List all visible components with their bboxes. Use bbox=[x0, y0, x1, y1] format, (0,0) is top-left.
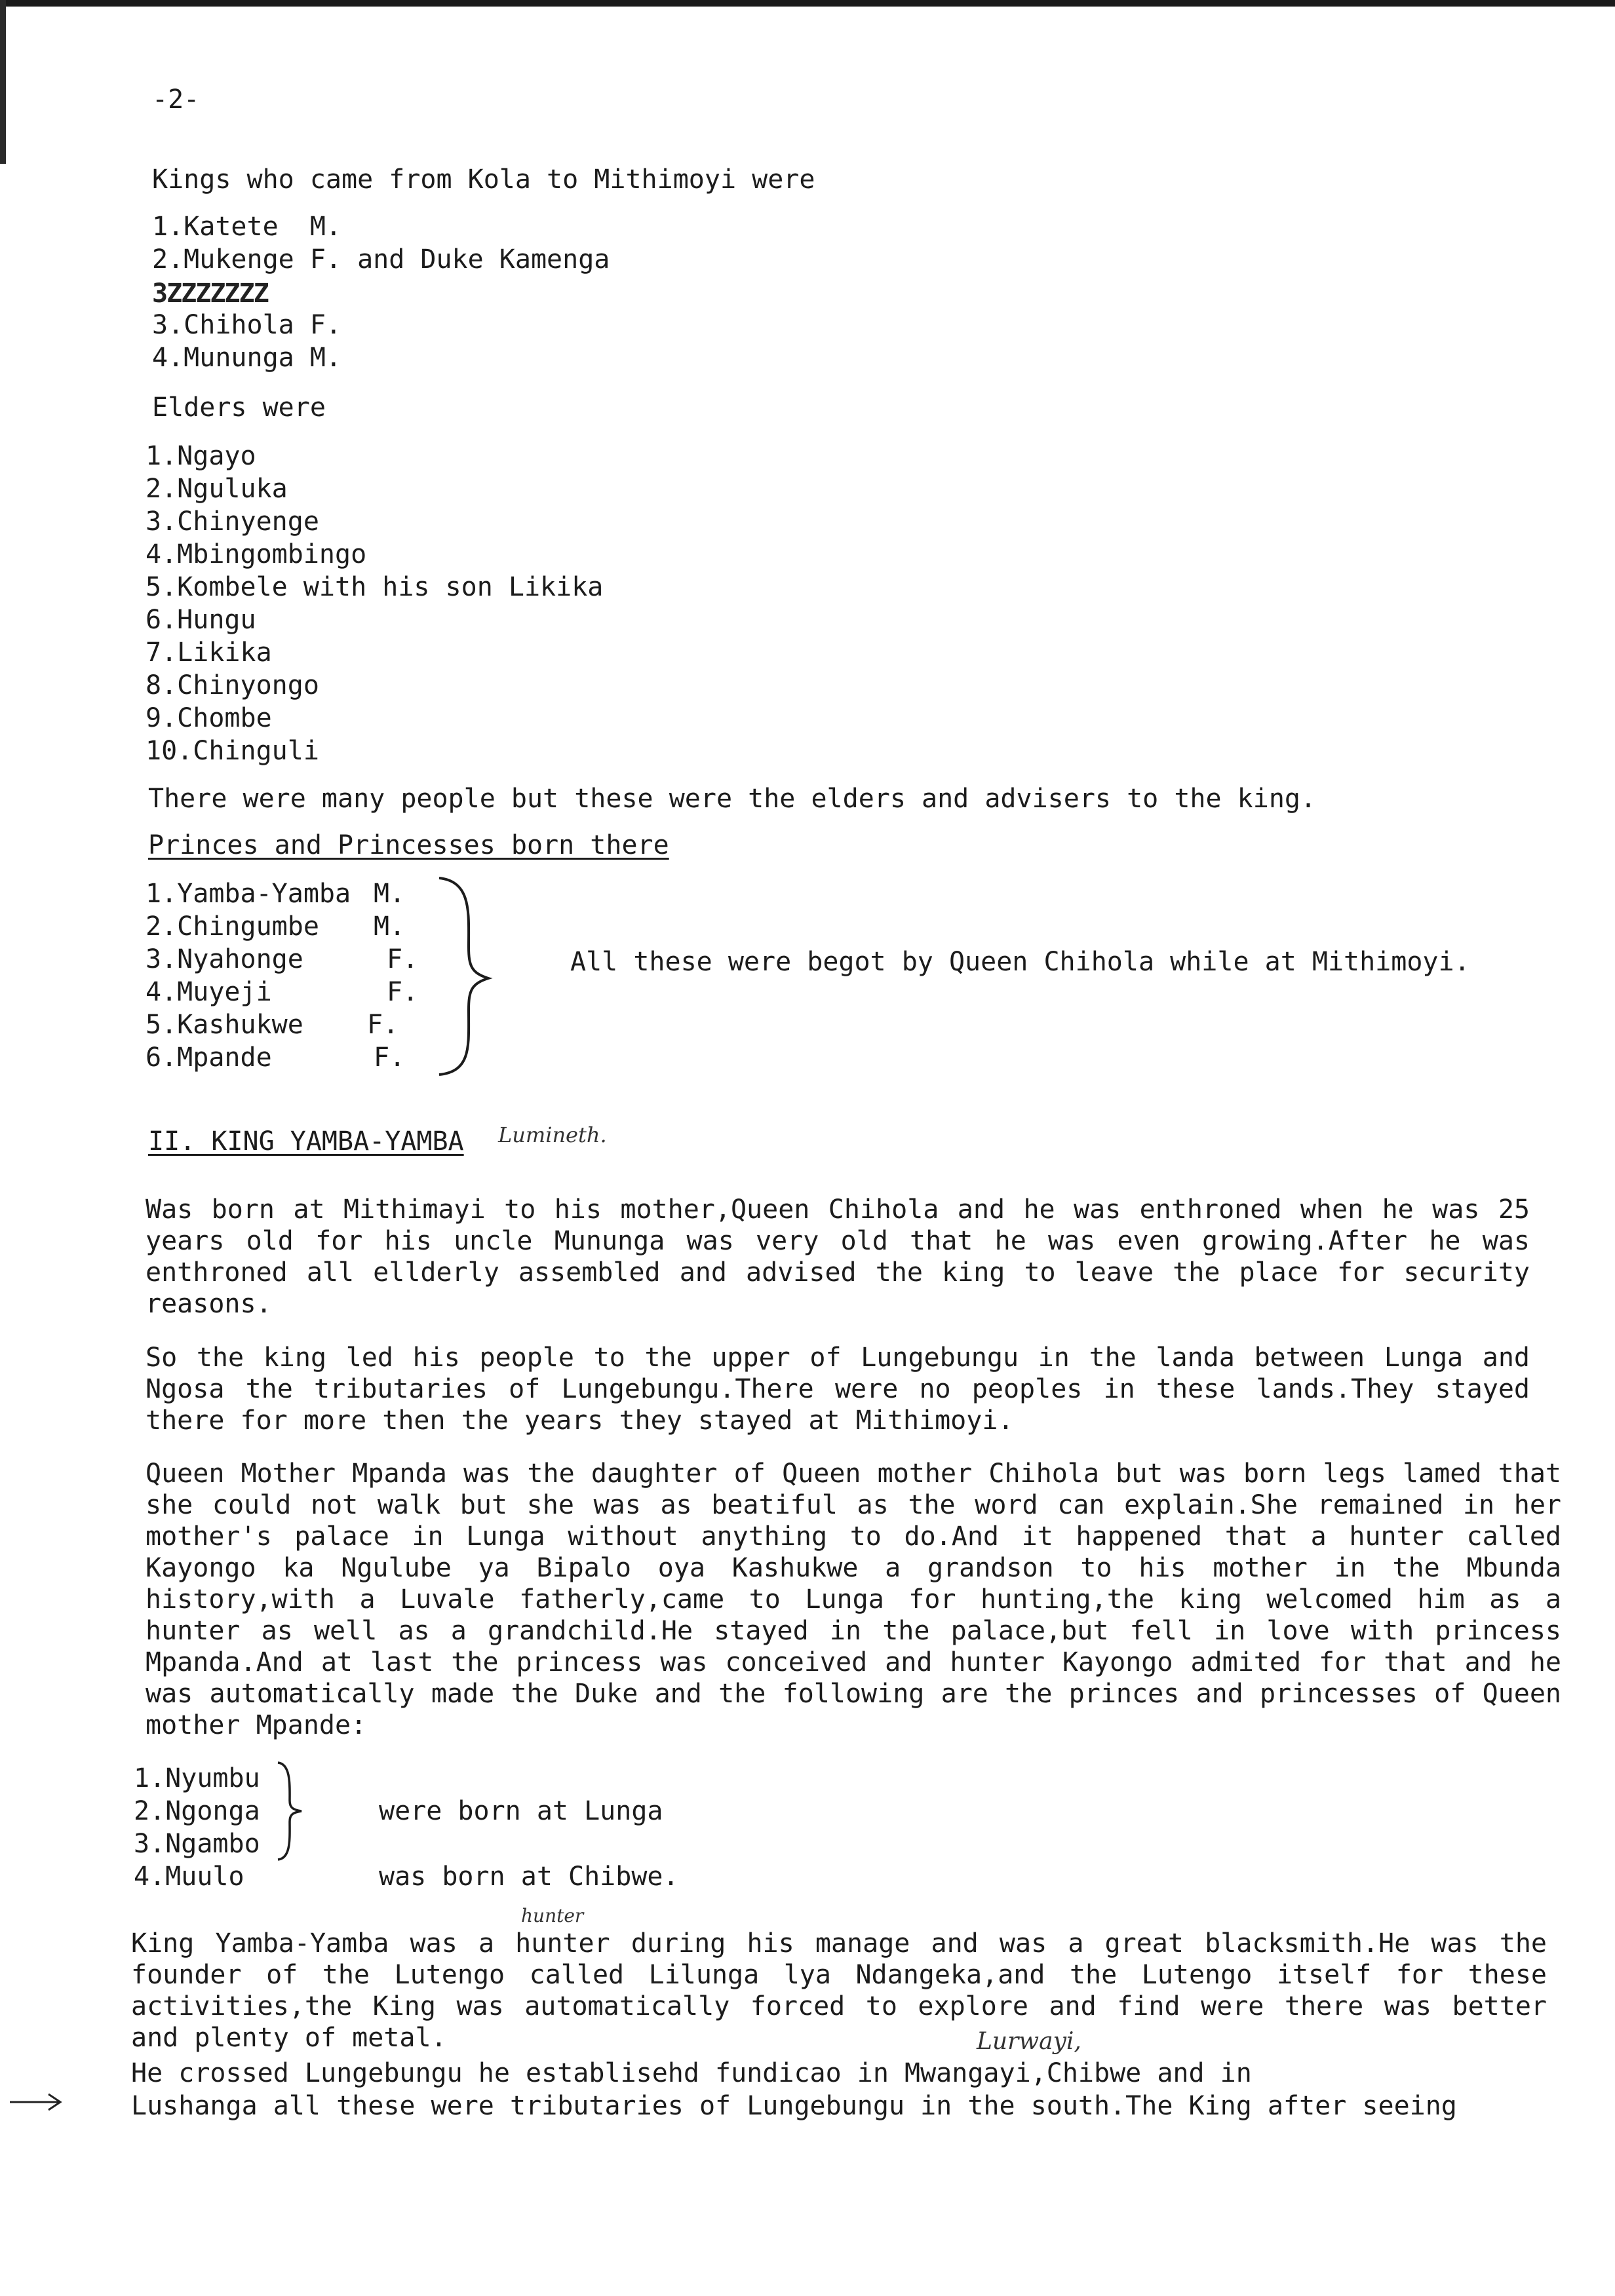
princes-note: All these were begot by Queen Chihola while at Mithimoyi. bbox=[570, 947, 1470, 977]
list-item: 1.Katete M. bbox=[152, 212, 341, 242]
margin-arrow-icon bbox=[7, 2089, 66, 2115]
list-item: 5.Kombele with his son Likika bbox=[146, 572, 604, 602]
list-item: 1.Yamba-Yamba bbox=[146, 879, 351, 909]
list-item: 3.Ngambo bbox=[134, 1829, 260, 1859]
handwritten-annotation: Lumineth. bbox=[498, 1122, 607, 1147]
paragraph-line: He crossed Lungebungu he establisehd fundicao in Mwangayi,Chibwe and in bbox=[131, 2058, 1252, 2088]
list-item: 4.Mununga M. bbox=[152, 343, 341, 373]
paragraph-birth: Was born at Mithimayi to his mother,Queen Chihola and he was enthroned when he was 25 years old for his uncle Mununga was very old that he was even growing.After he was enthroned all ellderly assembled and advised the king to leave the place for security reasons. bbox=[146, 1195, 1530, 1319]
sex-label: F. bbox=[387, 944, 419, 974]
sex-label: F. bbox=[387, 977, 419, 1007]
list-item: 9.Chombe bbox=[146, 703, 272, 733]
list-item: 2.Chingumbe bbox=[146, 911, 319, 942]
list-item: 3.Nyahonge bbox=[146, 944, 303, 974]
list-item: 4.Mbingombingo bbox=[146, 539, 367, 569]
list-item: 8.Chinyongo bbox=[146, 670, 319, 700]
elders-note: There were many people but these were the elders and advisers to the king. bbox=[148, 784, 1317, 814]
list-item: 5.Kashukwe bbox=[146, 1010, 303, 1040]
list-item: 2.Ngonga bbox=[134, 1796, 260, 1826]
sex-label: F. bbox=[374, 1043, 406, 1073]
sex-label: F. bbox=[367, 1010, 399, 1040]
list-item: 7.Likika bbox=[146, 638, 272, 668]
list-item: 3.Chihola F. bbox=[152, 310, 341, 340]
list-item: 6.Mpande bbox=[146, 1043, 272, 1073]
list-item: 4.Muulo bbox=[134, 1862, 244, 1892]
chibwe-note: was born at Chibwe. bbox=[379, 1862, 679, 1892]
list-item: 2.Nguluka bbox=[146, 474, 288, 504]
list-item: 6.Hungu bbox=[146, 605, 256, 635]
struck-out-text: 3ZZZZZZZ bbox=[152, 278, 268, 309]
section-heading: II. KING YAMBA-YAMBA bbox=[148, 1126, 464, 1157]
list-item: 10.Chinguli bbox=[146, 736, 319, 766]
paragraph-queen-mpande: Queen Mother Mpanda was the daughter of Queen mother Chihola but was born legs lamed that she could not walk but she was as beatiful as the word can explain.She remained in her mother's palace in Lunga without anything to do.And it happened that a hunter called Kayongo ka Ngulube ya Bipalo oya Kashukwe a grandson to his mother in the Mbunda history,with a Luvale fatherly,came to Lunga for hunting,the king welcomed him as a hunter as well as a grandchild.He stayed in the palace,but fell in love with princess Mpanda.And at last the princess was conceived and hunter Kayongo admited for that and he was automatically made the Duke and the following are the princes and princesses of Queen mother Mpande: bbox=[146, 1459, 1561, 1740]
page-number: -2- bbox=[152, 85, 200, 115]
list-item: 3.Chinyenge bbox=[146, 507, 319, 537]
right-brace-icon bbox=[433, 875, 498, 1078]
kings-heading: Kings who came from Kola to Mithimoyi were bbox=[152, 164, 815, 195]
paragraph-migration: So the king led his people to the upper of Lungebungu in the landa between Lunga and Ngosa the tributaries of Lungebungu.There were no peoples in these lands.They stayed there for more then the years they stayed at Mithimoyi. bbox=[146, 1343, 1530, 1436]
list-item: 1.Ngayo bbox=[146, 441, 256, 471]
paragraph-line: Lushanga all these were tributaries of Lungebungu in the south.The King after seeing bbox=[131, 2091, 1457, 2121]
right-brace-icon bbox=[274, 1760, 307, 1862]
princes-heading: Princes and Princesses born there bbox=[148, 830, 669, 860]
sex-label: M. bbox=[374, 911, 406, 942]
list-item: 4.Muyeji bbox=[146, 977, 272, 1007]
scan-left-edge bbox=[0, 0, 6, 164]
sex-label: M. bbox=[374, 879, 406, 909]
handwritten-lurwayi: Lurwayi, bbox=[977, 2028, 1081, 2055]
paragraph-blacksmith: King Yamba-Yamba was a hunter during his manage and was a great blacksmith.He was the founder of the Lutengo called Lilunga lya Ndangeka,and the Lutengo itself for these activities,the King was automatically forced to explore and find were there was better and plenty of metal. bbox=[131, 1928, 1547, 2053]
handwritten-insert: hunter bbox=[521, 1905, 584, 1926]
list-item: 1.Nyumbu bbox=[134, 1763, 260, 1793]
elders-heading: Elders were bbox=[152, 392, 326, 423]
scan-top-edge bbox=[0, 0, 1615, 7]
lunga-note: were born at Lunga bbox=[379, 1796, 663, 1826]
list-item: 2.Mukenge F. and Duke Kamenga bbox=[152, 244, 610, 275]
